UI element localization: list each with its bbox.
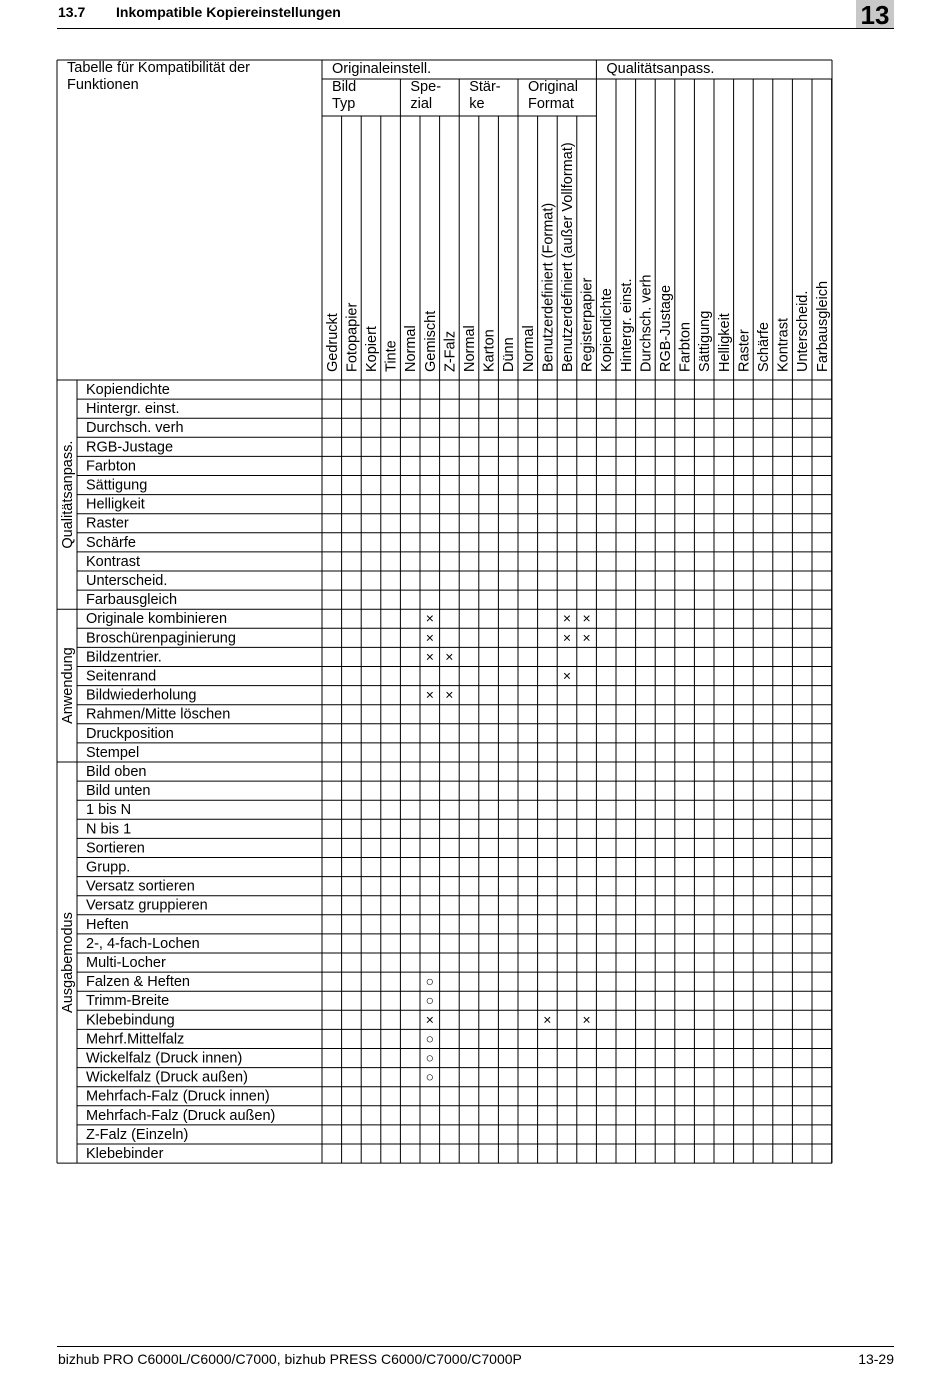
column-label: Helligkeit [716, 313, 733, 372]
row-label: Unterscheid. [86, 573, 168, 589]
row-group-label: Ausgabemodus [60, 912, 76, 1013]
incompatible-mark: × [425, 629, 434, 646]
row-label: Klebebindung [86, 1012, 175, 1029]
row-label: Multi-Locher [86, 955, 166, 971]
column-label: Kontrast [775, 318, 792, 372]
row-label: Farbton [86, 458, 136, 475]
sub-group-label: Bild [332, 79, 357, 95]
column-label: Karton [481, 329, 498, 372]
row-label: Bildzentrier. [86, 649, 162, 666]
row-label: Rahmen/Mitte löschen [86, 706, 231, 723]
incompatible-mark: × [582, 1011, 591, 1028]
row-label: 1 bis N [86, 802, 132, 819]
row-label: Stempel [86, 744, 140, 761]
row-label: Mehrfach-Falz (Druck innen) [86, 1088, 270, 1105]
row-label: Versatz sortieren [86, 878, 195, 895]
incompatible-mark: × [582, 629, 591, 646]
incompatible-mark: × [425, 610, 434, 627]
column-label: Kopiert [364, 326, 380, 372]
row-label: Raster [86, 515, 129, 532]
column-label: Z-Falz [442, 330, 459, 372]
row-label: Druckposition [86, 725, 174, 742]
sub-group-label: zial [410, 96, 433, 112]
conditional-mark: ○ [425, 1049, 435, 1066]
row-label: Originale kombinieren [86, 611, 228, 628]
row-label: RGB-Justage [86, 439, 174, 456]
row-label: Hintergr. einst. [86, 401, 180, 418]
incompatible-mark: × [562, 667, 572, 684]
incompatible-mark: × [445, 686, 454, 703]
incompatible-mark: × [543, 1011, 552, 1028]
row-label: Klebebinder [86, 1146, 164, 1162]
column-label: Normal [462, 325, 478, 372]
row-label: Helligkeit [86, 496, 145, 513]
column-label: Schärfe [756, 322, 772, 372]
row-label: 2-, 4-fach-Lochen [86, 935, 200, 952]
conditional-mark: ○ [425, 992, 435, 1009]
incompatible-mark: × [562, 629, 572, 646]
corner-label: Tabelle für Kompatibilität der [67, 60, 250, 76]
column-label: Normal [403, 325, 420, 372]
row-label: Durchsch. verh [86, 420, 184, 437]
column-label: Raster [736, 329, 753, 372]
column-label: Durchsch. verh [638, 274, 655, 372]
sub-group-label: Format [528, 96, 574, 112]
row-label: Trimm-Breite [86, 993, 170, 1010]
column-label: Gemischt [422, 310, 439, 372]
column-label: Kopiendichte [599, 288, 616, 372]
incompatible-mark: × [425, 686, 434, 703]
row-label: Sortieren [86, 840, 145, 857]
incompatible-mark: × [445, 648, 454, 665]
top-group-label: Qualitätsanpass. [606, 61, 715, 77]
conditional-mark: ○ [425, 973, 435, 990]
row-label: Z-Falz (Einzeln) [86, 1126, 189, 1143]
column-label: Dünn [501, 337, 518, 372]
column-label: Benutzerdefiniert (Format) [540, 202, 557, 372]
incompatible-mark: × [425, 1011, 434, 1028]
top-group-label: Originaleinstell. [332, 61, 432, 77]
incompatible-mark: × [425, 648, 434, 665]
section-title: Inkompatible Kopiereinstellungen [116, 4, 341, 20]
row-label: Mehrfach-Falz (Druck außen) [86, 1107, 276, 1124]
sub-group-label: Original [528, 79, 578, 95]
row-label: Heften [86, 916, 129, 933]
footer-product-names: bizhub PRO C6000L/C6000/C7000, bizhub PRESS C6000/C7000/C7000P [58, 1351, 522, 1367]
footer-rule [57, 1346, 894, 1347]
column-label: Tinte [383, 340, 400, 372]
sub-group-label: Stär- [469, 79, 501, 95]
column-label: Hintergr. einst. [618, 278, 635, 372]
column-label: Benutzerdefiniert (außer Vollformat) [560, 142, 576, 372]
column-label: Fotopapier [344, 302, 361, 372]
section-number: 13.7 [58, 4, 86, 20]
row-label: Versatz gruppieren [86, 897, 208, 914]
column-label: Gedruckt [324, 313, 341, 372]
row-label: Bild unten [86, 783, 151, 800]
row-label: Grupp. [86, 859, 131, 876]
corner-label: Funktionen [67, 77, 139, 93]
row-label: Bildwiederholung [86, 687, 197, 704]
incompatible-mark: × [562, 610, 572, 627]
row-group-label: Anwendung [60, 647, 76, 724]
column-label: Registerpapier [579, 277, 596, 372]
row-label: Kopiendichte [86, 382, 170, 398]
chapter-badge: 13 [856, 0, 894, 28]
row-label: Farbausgleich [86, 592, 178, 609]
row-label: Broschürenpaginierung [86, 630, 236, 647]
sub-group-label: Spe- [410, 79, 442, 95]
incompatible-mark: × [582, 610, 591, 627]
column-label: RGB-Justage [658, 284, 674, 372]
conditional-mark: ○ [425, 1030, 435, 1047]
row-label: Wickelfalz (Druck innen) [86, 1050, 243, 1067]
row-label: Falzen & Heften [86, 974, 190, 991]
sub-group-label: ke [469, 96, 485, 112]
column-label: Sättigung [697, 310, 714, 372]
row-label: Kontrast [86, 553, 140, 570]
row-group-label: Qualitätsanpass. [60, 440, 76, 549]
row-label: Mehrf.Mittelfalz [86, 1031, 185, 1048]
column-label: Farbton [677, 322, 694, 372]
row-label: Wickelfalz (Druck außen) [86, 1069, 248, 1086]
row-label: Bild oben [86, 764, 147, 780]
conditional-mark: ○ [425, 1068, 435, 1085]
column-label: Unterscheid. [795, 290, 812, 372]
row-label: Seitenrand [86, 668, 157, 685]
sub-group-label: Typ [332, 96, 356, 112]
row-label: Schärfe [86, 534, 136, 551]
row-label: N bis 1 [86, 821, 132, 838]
column-label: Farbausgleich [814, 280, 831, 372]
page-number: 13-29 [858, 1351, 894, 1367]
column-label: Normal [520, 325, 537, 372]
row-label: Sättigung [86, 477, 148, 494]
